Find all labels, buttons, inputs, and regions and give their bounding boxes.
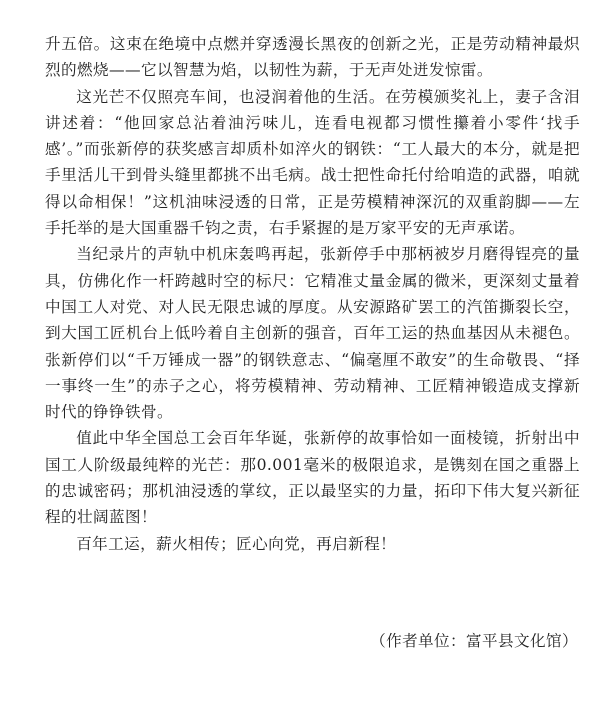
paragraph-1: 升五倍。这束在绝境中点燃并穿透漫长黑夜的创新之光，正是劳动精神最炽烈的燃烧——它以智慧为焰，以韧性为薪，于无声处迸发惊雷。 (45, 35, 580, 80)
author-affiliation: （作者单位：富平县文化馆） (370, 632, 578, 650)
paragraph-5: 百年工运，薪火相传；匠心向党，再启新程！ (76, 534, 397, 553)
paragraph-2: 这光芒不仅照亮车间，也浸润着他的生活。在劳模颁奖礼上，妻子含泪讲述着：“他回家总沾着油污味儿，连看电视都习惯性攥着小零件‘找手感’。”而张新停的获奖感言却质朴如淬火的钢铁：“工人最大的本分，就是把手里活儿干到骨头缝里都挑不出毛病。战士把性命托付给咱造的武器，咱就得以命相保！”这机油味浸透的日常，正是劳模精神深沉的双重韵脚——左手托举的是大国重器千钧之责，右手紧握的是万家平安的无声承诺。 (45, 87, 580, 238)
paragraph-4: 值此中华全国总工会百年华诞，张新停的故事恰如一面棱镜，折射出中国工人阶级最纯粹的光芒：那0.001毫米的极限追求，是镌刻在国之重器上的忠诚密码；那机油浸透的掌纹，正以最坚实的力量，拓印下伟大复兴新征程的壮阔蓝图！ (45, 429, 580, 527)
article-body (45, 31, 580, 557)
paragraph-3: 当纪录片的声轨中机床轰鸣再起，张新停手中那柄被岁月磨得锃亮的量具，仿佛化作一杆跨越时空的标尺：它精准丈量金属的微米，更深刻丈量着中国工人对党、对人民无限忠诚的厚度。从安源路矿罢工的汽笛撕裂长空，到大国工匠机台上低吟着自主创新的强音，百年工运的热血基因从未褪色。张新停们以“千万锤成一器”的钢铁意志、“偏毫厘不敢安”的生命敬畏、“择一事终一生”的赤子之心，将劳模精神、劳动精神、工匠精神锻造成支撑新时代的铮铮铁骨。 (45, 245, 580, 422)
